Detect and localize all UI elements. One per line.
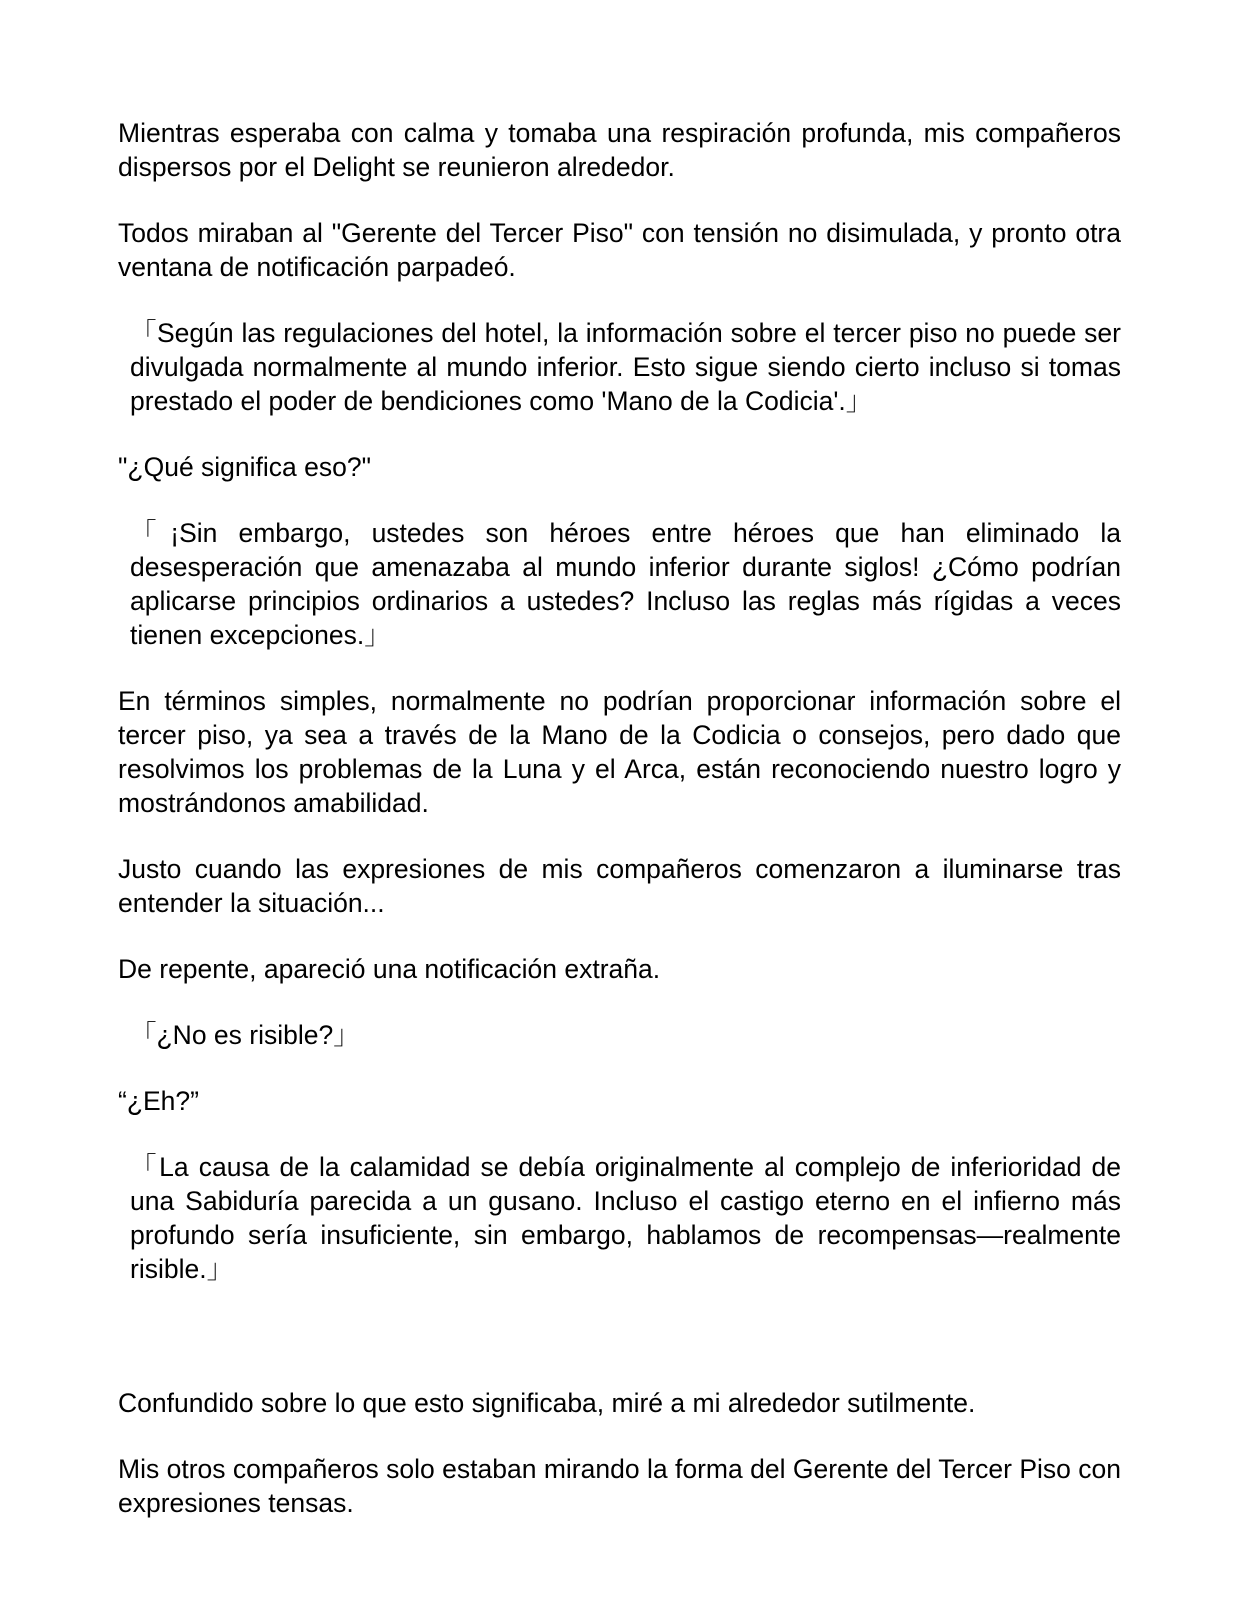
notification-quote: 「¿No es risible?」 xyxy=(130,1020,360,1050)
paragraph: Mientras esperaba con calma y tomaba una respiración profunda, mis compañeros dispersos por el Delight se reunieron alrededor. xyxy=(118,118,1121,182)
paragraph: Mis otros compañeros solo estaban mirando la forma del Gerente del Tercer Piso con expresiones tensas. xyxy=(118,1454,1121,1518)
dialogue-line: “¿Eh?” xyxy=(118,1086,199,1116)
dialogue-line: "¿Qué significa eso?" xyxy=(118,452,372,482)
notification-quote: 「Según las regulaciones del hotel, la información sobre el tercer piso no puede ser divulgada normalmente al mundo inferior. Esto sigue siendo cierto incluso si tomas prestado el poder de bendiciones como 'Mano de la Codicia'.」 xyxy=(130,318,1121,416)
paragraph: Todos miraban al "Gerente del Tercer Piso" con tensión no disimulada, y pronto otra ventana de notificación parpadeó. xyxy=(118,218,1121,282)
notification-quote: 「La causa de la calamidad se debía originalmente al complejo de inferioridad de una Sabiduría parecida a un gusano. Incluso el castigo eterno en el infierno más profundo sería insuficiente, sin embargo, hablamos de recompensas—realmente risible.」 xyxy=(130,1152,1121,1284)
notification-quote: 「¡Sin embargo, ustedes son héroes entre héroes que han eliminado la desesperación que amenazaba al mundo inferior durante siglos! ¿Cómo podrían aplicarse principios ordinarios a ustedes? Incluso las reglas más rígidas a veces tienen excepciones.」 xyxy=(130,518,1121,650)
paragraph: En términos simples, normalmente no podrían proporcionar información sobre el tercer piso, ya sea a través de la Mano de la Codicia o consejos, pero dado que resolvimos los problemas de la Luna y el Arca, están reconociendo nuestro logro y mostrándonos amabilidad. xyxy=(118,686,1121,818)
paragraph: Confundido sobre lo que esto significaba, miré a mi alrededor sutilmente. xyxy=(118,1388,976,1418)
paragraph: De repente, apareció una notificación extraña. xyxy=(118,954,661,984)
paragraph: Justo cuando las expresiones de mis compañeros comenzaron a iluminarse tras entender la situación... xyxy=(118,854,1121,918)
text-column xyxy=(118,116,1121,1520)
